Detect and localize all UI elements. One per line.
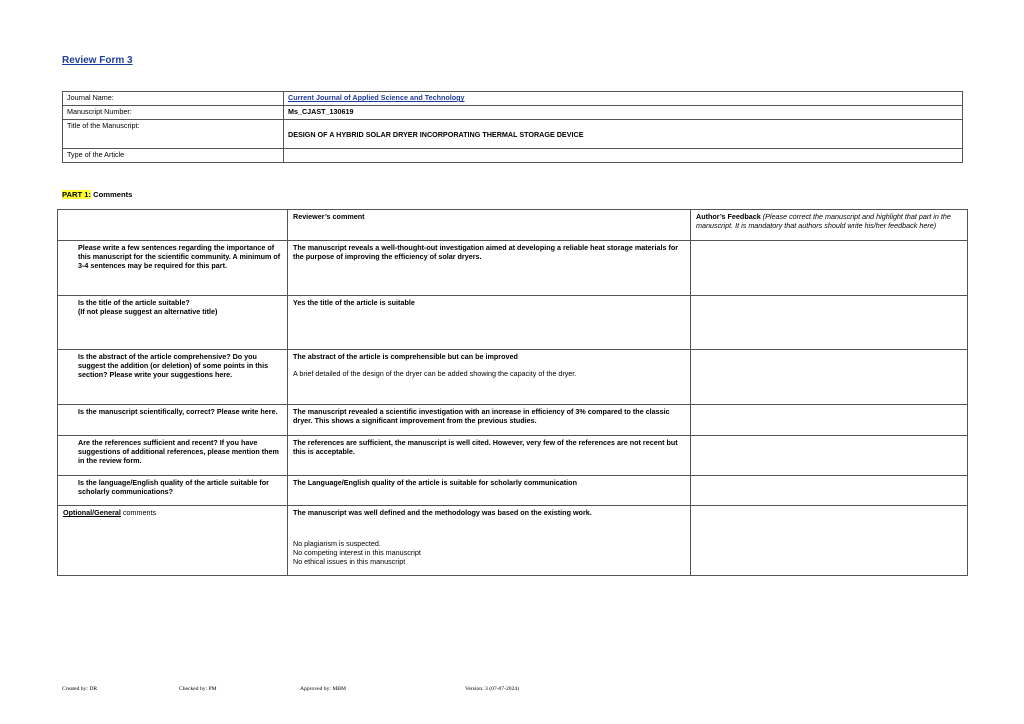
reviewer-comment-cell: The Language/English quality of the article is suitable for scholarly communication: [288, 476, 691, 506]
optional-note: No plagiarism is suspected.: [293, 539, 381, 548]
footer-created: Created by: DR: [62, 686, 98, 692]
comment-row: [58, 436, 968, 476]
manuscript-number-value: Ms_CJAST_130619: [284, 106, 963, 120]
footer-version: Version: 3 (07-07-2024): [465, 686, 520, 692]
optional-label-part: comments: [120, 508, 157, 517]
manuscript-number-label: Manuscript Number:: [63, 106, 284, 120]
question-cell: Is the title of the article suitable? (If not please suggest an alternative title): [58, 296, 288, 350]
author-feedback-cell[interactable]: [691, 506, 968, 576]
manuscript-number-row: [63, 106, 963, 120]
optional-comments-label: [58, 506, 288, 576]
author-feedback-cell[interactable]: [691, 436, 968, 476]
optional-comments-cell: [288, 506, 691, 576]
manuscript-title-value: DESIGN OF A HYBRID SOLAR DRYER INCORPORATING THERMAL STORAGE DEVICE: [288, 129, 584, 139]
footer-checked: Checked by: PM: [179, 686, 217, 692]
reviewer-comment-cell: The manuscript revealed a scientific investigation with an increase in efficiency of 3% compared to the classic dryer. This shows a significant improvement from the previous studies.: [288, 405, 691, 436]
optional-label-part: Optional: [63, 508, 93, 517]
optional-comments-row: [58, 506, 968, 576]
question-cell: Is the abstract of the article comprehensive? Do you suggest the addition (or deletion) of some points in this section? Please write your suggestions here.: [58, 350, 288, 405]
article-type-row: [63, 149, 963, 163]
footer-approved: Approved by: MBM: [300, 686, 346, 692]
manuscript-info-table: [62, 91, 963, 163]
reviewer-comment-cell: The references are sufficient, the manuscript is well cited. However, very few of the references are not recent but this is acceptable.: [288, 436, 691, 476]
comments-header-row: [58, 210, 968, 241]
author-feedback-cell[interactable]: [691, 476, 968, 506]
reviewer-comment-text: The abstract of the article is comprehensible but can be improved: [293, 352, 518, 361]
reviewer-comment-extra: A brief detailed of the design of the dryer can be added showing the capacity of the dryer.: [293, 369, 577, 378]
part1-suffix: Comments: [90, 190, 133, 199]
question-cell: Is the language/English quality of the article suitable for scholarly communications?: [58, 476, 288, 506]
question-cell: Please write a few sentences regarding the importance of this manuscript for the scientific community. A minimum of 3-4 sentences may be required for this part.: [58, 241, 288, 296]
manuscript-title-label: Title of the Manuscript:: [63, 120, 284, 149]
author-feedback-cell[interactable]: [691, 296, 968, 350]
article-type-label: Type of the Article: [63, 149, 284, 163]
journal-name-row: [63, 92, 963, 106]
manuscript-title-row: [63, 120, 963, 149]
comment-row: [58, 241, 968, 296]
comment-row: [58, 476, 968, 506]
article-type-value: [284, 149, 963, 163]
part1-heading: [62, 190, 132, 199]
comments-table: [57, 209, 968, 576]
header-reviewer: Reviewer’s comment: [288, 210, 691, 241]
header-question-cell: [58, 210, 288, 241]
optional-label-part: /: [92, 508, 95, 517]
author-feedback-cell[interactable]: [691, 405, 968, 436]
optional-label-part: General: [94, 508, 121, 517]
author-feedback-cell[interactable]: [691, 350, 968, 405]
question-cell: Is the manuscript scientifically, correct? Please write here.: [58, 405, 288, 436]
journal-name-link[interactable]: Current Journal of Applied Science and Technology: [288, 93, 465, 102]
header-author: [691, 210, 968, 241]
question-cell: Are the references sufficient and recent? If you have suggestions of additional references, please mention them in the review form.: [58, 436, 288, 476]
comment-row: [58, 350, 968, 405]
optional-note: No competing interest in this manuscript: [293, 548, 421, 557]
journal-name-label: Journal Name:: [63, 92, 284, 106]
reviewer-comment-cell: Yes the title of the article is suitable: [288, 296, 691, 350]
form-title: Review Form 3: [62, 55, 133, 66]
optional-comment-text: The manuscript was well defined and the methodology was based on the existing work.: [293, 508, 592, 517]
comment-row: [58, 296, 968, 350]
reviewer-comment-cell: [288, 350, 691, 405]
author-feedback-cell[interactable]: [691, 241, 968, 296]
header-author-bold: Author’s Feedback: [696, 212, 761, 221]
reviewer-comment-cell: The manuscript reveals a well-thought-out investigation aimed at developing a reliable heat storage materials for the purpose of improving the efficiency of solar dryers.: [288, 241, 691, 296]
comment-row: [58, 405, 968, 436]
header-author-note: (Please correct the manuscript and highlight that part in the manuscript. It is mandatory that authors should write his/her feedback here): [696, 212, 951, 230]
part1-label: PART 1:: [62, 190, 91, 199]
optional-note: No ethical issues in this manuscript: [293, 557, 406, 566]
